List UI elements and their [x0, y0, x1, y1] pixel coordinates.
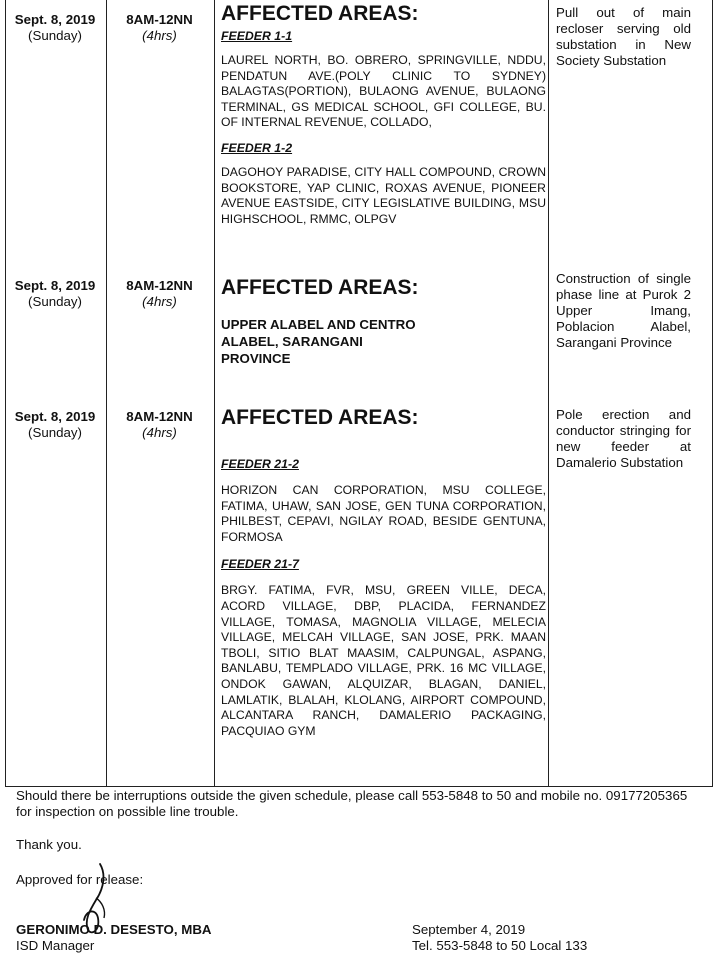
- telephone-info: Tel. 553-5848 to 50 Local 133: [412, 938, 588, 953]
- remarks-cell: Pull out of main recloser serving old substation in New Society Substation: [556, 5, 691, 68]
- feeder-area-list: LAUREL NORTH, BO. OBRERO, SPRINGVILLE, NDDU, PENDATUN AVE.(POLY CLINIC TO SYDNEY) BALAGTAS(PORTION), BULAONG AVENUE, BULAONG TERMINAL, GS MEDICAL SCHOOL, GFI COLLEGE, BU. OF INTERNAL REVENUE, COLLADO,: [221, 53, 546, 130]
- feeder-name: FEEDER 1-2: [221, 140, 293, 155]
- thank-you-text: Thank you.: [16, 837, 82, 852]
- feeder-name: FEEDER 21-7: [221, 557, 299, 572]
- approval-label: Approved for release:: [16, 872, 144, 887]
- feeder-area-list: BRGY. FATIMA, FVR, MSU, GREEN VILLE, DECA, ACORD VILLAGE, DBP, PLACIDA, FERNANDEZ VILLAGE, TOMASA, MAGNOLIA VILLAGE, MELECIA VILLAGE, MELCAH VILLAGE, SAN JOSE, PRK. MAAN TBOLI, SITIO BLAT MAASIM, CALPUNGAL, ASPANG, BANLABU, TEMPLADO VILLAGE, PRK. 16 MC VILLAGE, ONDOK GAWAN, ALQUIZAR, BLAGAN, DANIEL, LAMLATIK, BLALAH, KLOLANG, AIRPORT COMPOUND, ALCANTARA RANCH, DAMALERIO PACKAGING, PACQUIAO GYM: [221, 583, 546, 738]
- date-text: Sept. 8, 2019: [14, 409, 96, 424]
- column-divider: [106, 0, 107, 786]
- feeder-area-list: DAGOHOY PARADISE, CITY HALL COMPOUND, CROWN BOOKSTORE, YAP CLINIC, ROXAS AVENUE, PIONEER AVENUE EASTSIDE, CITY LEGISLATIVE BUILDING, MSU HIGHSCHOOL, RMMC, OLPGV: [221, 164, 546, 226]
- signatory-name: GERONIMO D. DESESTO, MBA: [16, 922, 212, 937]
- affected-areas-title: AFFECTED AREAS:: [221, 2, 419, 25]
- date-cell: [5, 12, 105, 44]
- column-divider: [214, 0, 215, 786]
- remarks-cell: Construction of single phase line at Purok 2 Upper Imang, Poblacion Alabel, Sarangani Province: [556, 271, 691, 350]
- feeder-area-list: HORIZON CAN CORPORATION, MSU COLLEGE, FATIMA, UHAW, SAN JOSE, GEN TUNA CORPORATION, PHILBEST, CEPAVI, NGILAY ROAD, BESIDE GENTUNA, FORMOSA: [221, 483, 546, 544]
- time-cell: [106, 278, 213, 310]
- remarks-cell: Pole erection and conductor stringing for new feeder at Damalerio Substation: [556, 407, 691, 470]
- duration-text: (4hrs): [142, 425, 177, 440]
- feeder-name: FEEDER 21-2: [221, 457, 299, 471]
- time-text: 8AM-12NN: [126, 409, 193, 424]
- date-cell: [5, 409, 105, 441]
- day-text: (Sunday): [28, 28, 82, 43]
- date-text: Sept. 8, 2019: [14, 12, 96, 27]
- release-date: September 4, 2019: [412, 922, 526, 937]
- time-text: 8AM-12NN: [126, 278, 193, 293]
- date-text: Sept. 8, 2019: [14, 278, 96, 293]
- day-text: (Sunday): [28, 425, 82, 440]
- area-list: UPPER ALABEL AND CENTRO ALABEL, SARANGANI PROVINCE: [221, 317, 416, 366]
- areas-cell: [221, 3, 546, 227]
- day-text: (Sunday): [28, 294, 82, 309]
- signatory-title: ISD Manager: [16, 938, 95, 953]
- affected-areas-title: AFFECTED AREAS:: [221, 276, 419, 299]
- areas-cell: [221, 277, 546, 367]
- time-cell: [106, 409, 213, 441]
- feeder-name: FEEDER 1-1: [221, 29, 293, 43]
- duration-text: (4hrs): [142, 294, 177, 309]
- affected-areas-title: AFFECTED AREAS:: [221, 406, 419, 429]
- time-text: 8AM-12NN: [126, 12, 193, 27]
- time-cell: [106, 12, 213, 44]
- date-cell: [5, 278, 105, 310]
- column-divider: [548, 0, 549, 786]
- contact-notice: Should there be interruptions outside the given schedule, please call 553-5848 to 50 and mobile no. 09177205365 for inspection on possible line trouble.: [16, 788, 688, 819]
- areas-cell: [221, 407, 546, 739]
- duration-text: (4hrs): [142, 28, 177, 43]
